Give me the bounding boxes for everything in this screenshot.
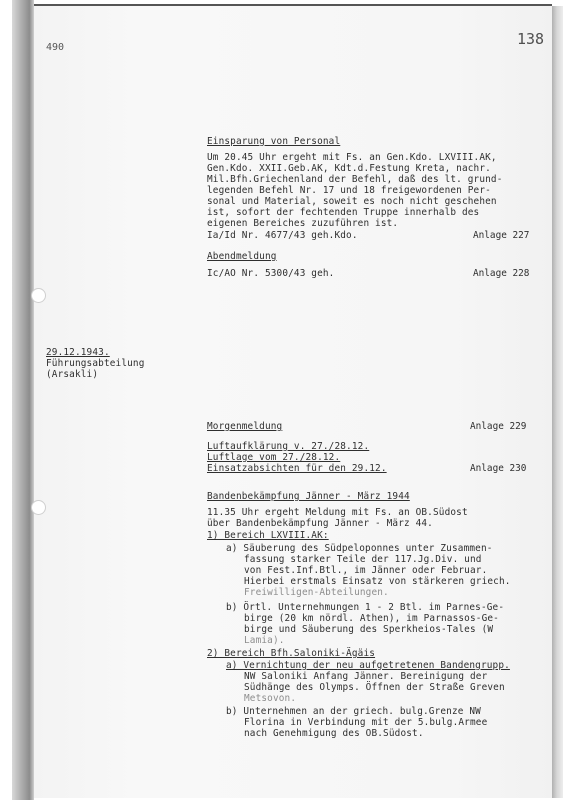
body-line: Freiwilligen-Abteilungen. (244, 587, 389, 598)
body-line: a) Vernichtung der neu aufgetretenen Bandengrupp. (226, 660, 510, 671)
body-line: Gen.Kdo. XXII.Geb.AK, Kdt.d.Festung Kreta, nachr. (207, 163, 491, 174)
section-title-einsparung: Einsparung von Personal (207, 136, 341, 147)
body-line: über Bandenbekämpfung Jänner - März 44. (207, 518, 433, 529)
body-line: Florina in Verbindung mit der 5.bulg.Armee (244, 717, 488, 728)
reference-number: Ia/Id Nr. 4677/43 geh.Kdo. (207, 230, 358, 241)
anlage-label: Anlage 229 (470, 421, 527, 432)
luft-line: Luftlage vom 27./28.12. (207, 452, 341, 463)
body-line: Südhänge des Olymps. Öffnen der Straße Greven (244, 682, 505, 693)
anlage-label: Anlage 228 (473, 268, 530, 279)
body-line: Lamia). (244, 635, 285, 646)
body-line: birge und Säuberung des Sperkheios-Tales (W (244, 624, 494, 635)
body-line: a) Säuberung des Südpeloponnes unter Zusammen- (226, 543, 493, 554)
body-line: b) Örtl. Unternehmungen 1 - 2 Btl. im Parnes-Ge- (226, 602, 505, 613)
margin-date: 29.12.1943. (46, 347, 110, 358)
body-line: nach Genehmigung des OB.Südost. (244, 728, 424, 739)
body-line: legenden Befehl Nr. 17 und 18 freigewordenen Per- (207, 185, 491, 196)
right-page-edge (551, 6, 563, 798)
body-line: 11.35 Uhr ergeht Meldung mit Fs. an OB.Südost (207, 507, 468, 518)
luft-line: Luftaufklärung v. 27./28.12. (207, 441, 370, 452)
page-number: 490 (46, 42, 65, 53)
body-line: fassung starker Teile der 117.Jg.Div. und (244, 554, 482, 565)
body-line: Um 20.45 Uhr ergeht mit Fs. an Gen.Kdo. LXVIII.AK, (207, 152, 497, 163)
section-title-abendmeldung: Abendmeldung (207, 251, 277, 262)
binding-edge (12, 0, 34, 800)
body-line: Hierbei erstmals Einsatz von stärkeren griech. (244, 576, 511, 587)
body-line: NW Saloniki Anfang Jänner. Bereinigung der (244, 671, 488, 682)
section-title-banden: Bandenbekämpfung Jänner - März 1944 (207, 491, 410, 502)
body-line: Mil.Bfh.Griechenland der Befehl, daß des lt. grund- (207, 174, 503, 185)
luft-line: Einsatzabsichten für den 29.12. (207, 463, 387, 474)
body-line: ist, sofort der fechtenden Truppe innerhalb des (207, 207, 480, 218)
body-line: eigenen Bereiches zuzuführen ist. (207, 218, 399, 229)
body-line: Metsovon. (244, 693, 297, 704)
body-line: birge (20 km nördl. Athen), im Parnassos-Ge- (244, 613, 499, 624)
anlage-label: Anlage 230 (470, 463, 527, 474)
anlage-label: Anlage 227 (473, 230, 530, 241)
folio-number: 138 (517, 30, 545, 48)
item-heading: 2) Bereich Bfh.Saloniki-Ägäis (207, 648, 376, 659)
section-title-morgenmeldung: Morgenmeldung (207, 421, 283, 432)
margin-location: (Arsakli) (46, 369, 99, 380)
punch-hole-bottom (31, 500, 46, 515)
body-line: sonal und Material, soweit es noch nicht geschehen (207, 196, 497, 207)
item-heading: 1) Bereich LXVIII.AK: (207, 530, 329, 541)
margin-unit: Führungsabteilung (46, 358, 145, 369)
punch-hole-top (31, 288, 46, 303)
reference-number: Ic/AO Nr. 5300/43 geh. (207, 268, 335, 279)
body-line: von Fest.Inf.Btl., im Jänner oder Februar. (244, 565, 488, 576)
body-line: b) Unternehmen an der griech. bulg.Grenze NW (226, 706, 481, 717)
